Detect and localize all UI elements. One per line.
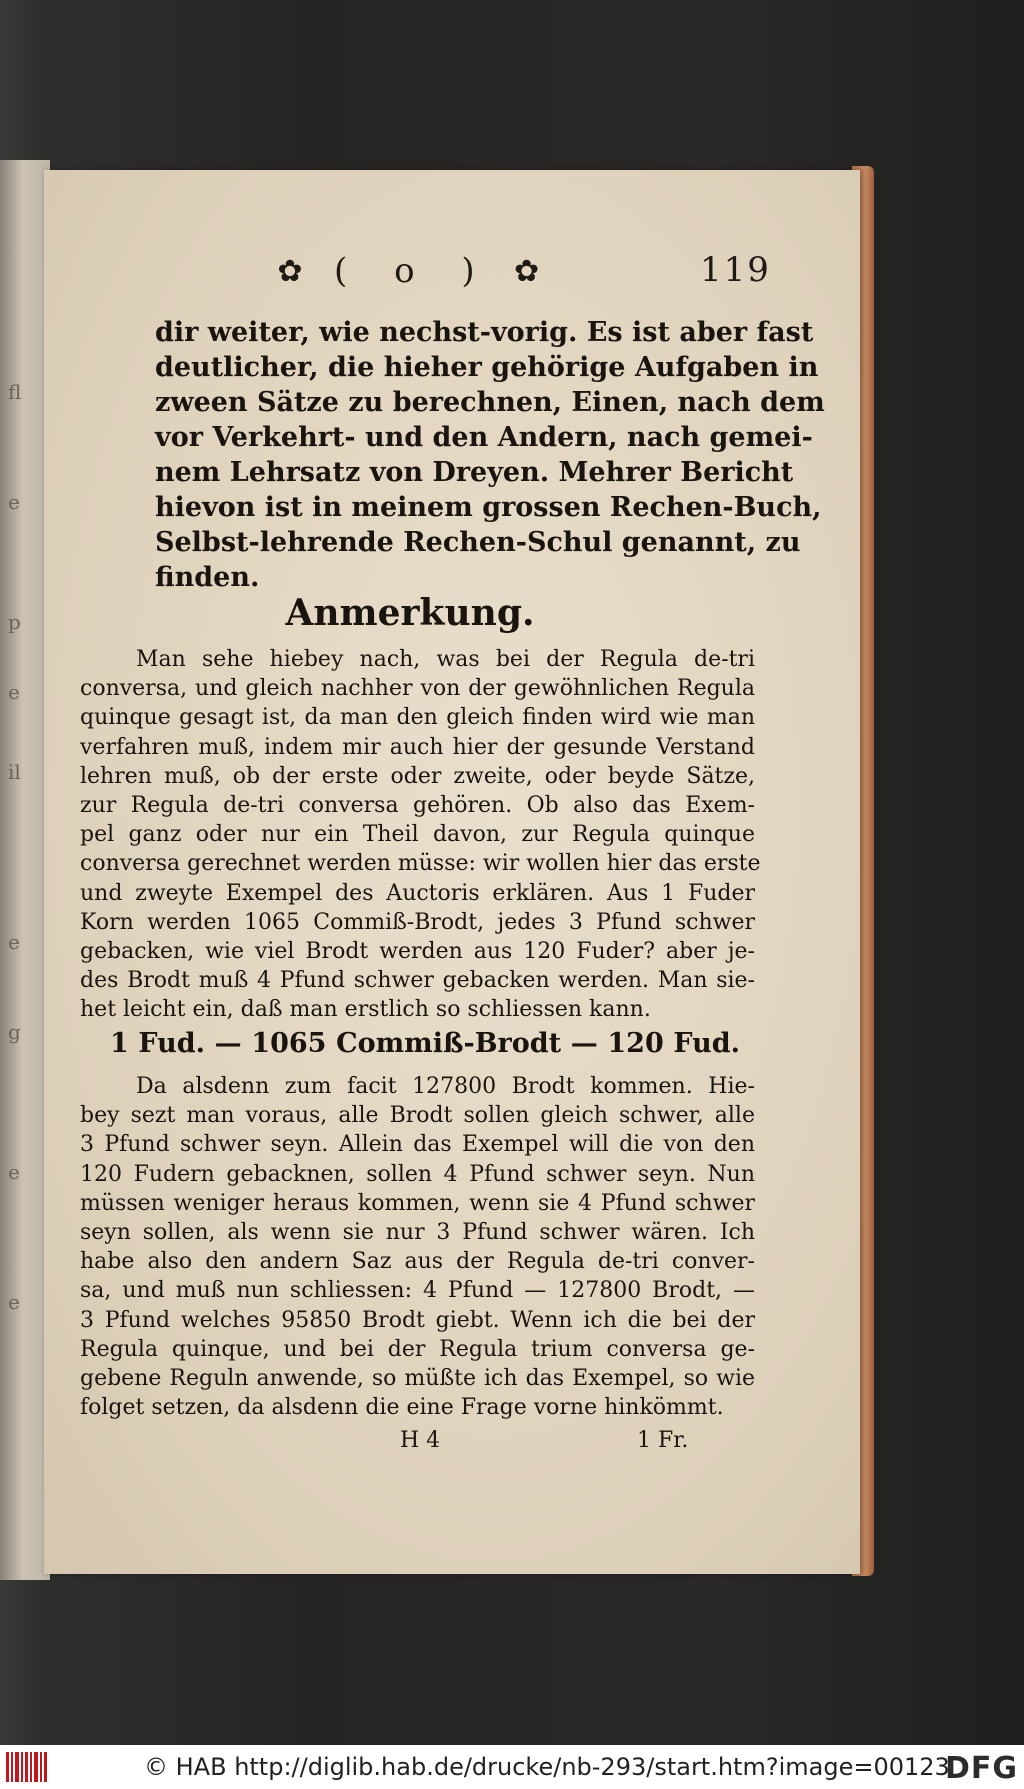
text-line: nem Lehrsatz von Dreyen. Mehrer Bericht <box>155 457 794 488</box>
paragraph-remark <box>80 645 761 1024</box>
text-line: deutlicher, die hieher gehörige Aufgaben in <box>155 352 819 383</box>
text-line: müssen weniger heraus kommen, wenn sie 4 Pfund schwer <box>80 1190 755 1216</box>
text-line: verfahren muß, indem mir auch hier der gesunde Verstand <box>80 734 755 760</box>
left-page-fragment: g <box>8 1020 21 1044</box>
page-header <box>270 248 750 294</box>
left-page-stack <box>0 160 50 1580</box>
text-line: Selbst-lehrende Rechen-Schul genannt, zu <box>155 527 801 558</box>
text-line: dir weiter, wie nechst-vorig. Es ist aber fast <box>155 317 814 348</box>
left-page-fragment: p <box>8 610 21 634</box>
left-page-fragment: fl <box>8 380 22 404</box>
text-line: des Brodt muß 4 Pfund schwer gebacken werden. Man sie- <box>80 968 755 994</box>
ornament-left-icon: ✿ <box>277 253 303 289</box>
left-page-fragment: e <box>8 490 20 514</box>
left-page-fragment: e <box>8 1290 20 1314</box>
text-line: 120 Fudern gebacknen, sollen 4 Pfund schwer seyn. Nun <box>80 1161 755 1187</box>
text-line: sa, und muß nun schliessen: 4 Pfund — 127800 Brodt, — <box>80 1278 755 1304</box>
left-page-fragment: e <box>8 930 20 954</box>
left-page-fragment: il <box>8 760 21 784</box>
dfg-logo: DFG <box>944 1751 1018 1786</box>
text-line: Regula quinque, und bei der Regula trium conversa ge- <box>80 1336 755 1362</box>
text-line: Korn werden 1065 Commiß-Brodt, jedes 3 Pfund schwer <box>80 909 755 935</box>
text-line: lehren muß, ob der erste oder zweite, oder beyde Sätze, <box>80 763 755 789</box>
text-line: seyn sollen, als wenn sie nur 3 Pfund schwer wären. Ich <box>80 1219 755 1245</box>
page-number: 119 <box>700 250 771 290</box>
text-line: conversa, und gleich nachher von der gewöhnlichen Regula <box>80 676 755 702</box>
paragraph-calculation <box>80 1072 755 1422</box>
hab-logo-icon <box>6 1752 50 1782</box>
catchword: 1 Fr. <box>637 1428 689 1453</box>
text-line: zween Sätze zu berechnen, Einen, nach dem <box>155 387 825 418</box>
paragraph-intro <box>155 315 825 595</box>
text-line: bey sezt man voraus, alle Brodt sollen gleich schwer, alle <box>80 1103 755 1129</box>
signature-mark: H 4 <box>400 1428 441 1453</box>
text-line: und zweyte Exempel des Auctoris erklären. Aus 1 Fuder <box>80 880 755 906</box>
left-page-fragment: e <box>8 1160 20 1184</box>
text-line: habe also den andern Saz aus der Regula de-tri conver- <box>80 1249 755 1275</box>
proportion-formula: 1 Fud. — 1065 Commiß-Brodt — 120 Fud. <box>110 1028 740 1059</box>
text-line: zur Regula de-tri conversa gehören. Ob also das Exem- <box>80 792 755 818</box>
left-page-fragment: e <box>8 680 20 704</box>
text-line: Da alsdenn zum facit 127800 Brodt kommen. Hie- <box>136 1074 755 1099</box>
text-line: 3 Pfund welches 95850 Brodt giebt. Wenn ich die bei der <box>80 1307 755 1333</box>
viewer-footer-bar <box>0 1745 1024 1789</box>
text-line: conversa gerechnet werden müsse: wir wollen hier das erste <box>80 851 761 877</box>
text-line: vor Verkehrt- und den Andern, nach gemei- <box>155 422 813 453</box>
text-line: finden. <box>155 562 260 593</box>
page-footer <box>400 1428 760 1453</box>
section-heading: Anmerkung. <box>285 592 535 634</box>
text-line: gebene Reguln anwende, so müßte ich das Exempel, so wie <box>80 1365 755 1391</box>
text-line: gebacken, wie viel Brodt werden aus 120 Fuder? aber je- <box>80 938 755 964</box>
text-line: het leicht ein, daß man erstlich so schliessen kann. <box>80 997 651 1023</box>
text-line: Man sehe hiebey nach, was bei der Regula de-tri <box>136 647 755 672</box>
text-line: 3 Pfund schwer seyn. Allein das Exempel will die von den <box>80 1132 755 1158</box>
text-line: pel ganz oder nur ein Theil davon, zur Regula quinque <box>80 822 755 848</box>
text-line: hievon ist in meinem grossen Rechen-Buch, <box>155 492 822 523</box>
running-head: ( o ) <box>334 251 493 291</box>
copyright-link[interactable]: © HAB http://diglib.hab.de/drucke/nb-293/start.htm?image=00123 <box>144 1753 950 1781</box>
text-line: folget setzen, da alsdenn die eine Frage vorne hinkömmt. <box>80 1395 724 1421</box>
text-line: quinque gesagt ist, da man den gleich finden wird wie man <box>80 705 755 731</box>
ornament-right-icon: ✿ <box>514 253 540 289</box>
